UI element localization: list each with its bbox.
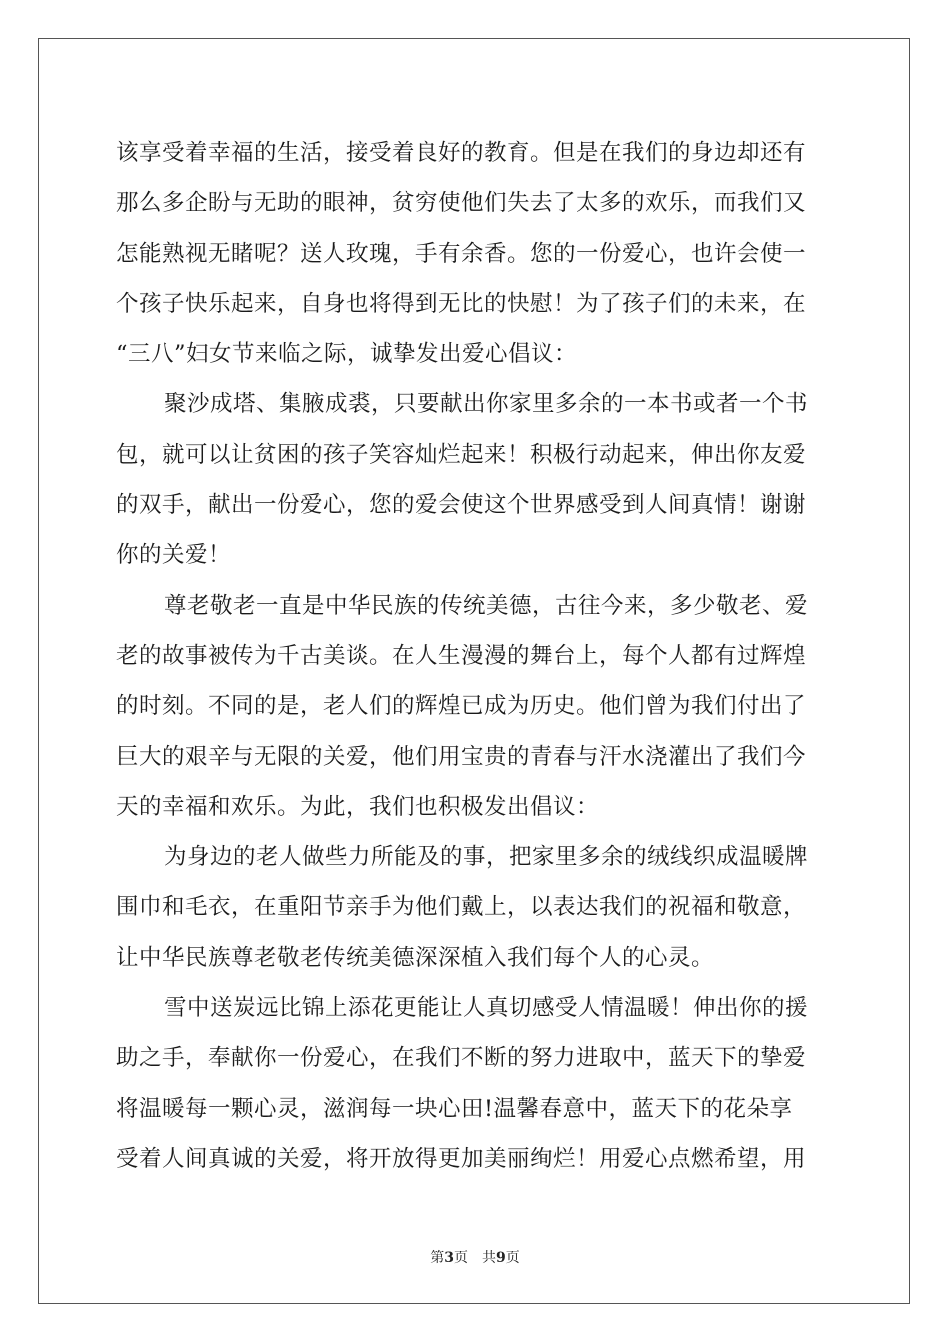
page-footer	[0, 1247, 950, 1267]
text-line: 巨大的艰辛与无限的关爱，他们用宝贵的青春与汗水浇灌出了我们今	[116, 743, 807, 770]
text-line: 让中华民族尊老敬老传统美德深深植入我们每个人的心灵。	[116, 944, 715, 971]
text-line: 你的关爱！	[116, 542, 232, 569]
text-line: 聚沙成塔、集腋成裘，只要献出你家里多余的一本书或者一个书	[164, 391, 809, 418]
text-line: 围巾和毛衣，在重阳节亲手为他们戴上，以表达我们的祝福和敬意，	[116, 894, 807, 921]
text-line: 为身边的老人做些力所能及的事，把家里多余的绒线织成温暖牌	[164, 844, 809, 871]
text-line: 天的幸福和欢乐。为此，我们也积极发出倡议：	[116, 793, 600, 820]
text-line: 受着人间真诚的关爱，将开放得更加美丽绚烂！用爱心点燃希望，用	[116, 1145, 807, 1172]
text-line: 的双手，献出一份爱心，您的爱会使这个世界感受到人间真情！谢谢	[116, 492, 807, 519]
page-prefix: 第	[430, 1250, 445, 1266]
total-page-number: 9	[496, 1250, 506, 1266]
text-line: 尊老敬老一直是中华民族的传统美德，古往今来，多少敬老、爱	[164, 592, 809, 619]
page-suffix: 页	[454, 1250, 468, 1266]
text-line: 雪中送炭远比锦上添花更能让人真切感受人情温暖！伸出你的援	[164, 995, 809, 1022]
text-line: 该享受着幸福的生活，接受着良好的教育。但是在我们的身边却还有	[116, 140, 807, 166]
current-page-number: 3	[444, 1250, 454, 1266]
text-line: 个孩子快乐起来，自身也将得到无比的快慰！为了孩子们的未来，在	[116, 290, 807, 317]
text-line: 老的故事被传为千古美谈。在人生漫漫的舞台上，每个人都有过辉煌	[116, 642, 807, 669]
text-line: 的时刻。不同的是，老人们的辉煌已成为历史。他们曾为我们付出了	[116, 693, 807, 720]
total-prefix: 共	[482, 1250, 496, 1266]
text-line: 包，就可以让贫困的孩子笑容灿烂起来！积极行动起来，伸出你友爱	[116, 441, 807, 468]
text-line: 那么多企盼与无助的眼神，贫穷使他们失去了太多的欢乐，而我们又	[116, 190, 807, 217]
text-line: 将温暖每一颗心灵，滋润每一块心田!温馨春意中，蓝天下的花朵享	[116, 1095, 793, 1122]
text-line: 怎能熟视无睹呢？送人玫瑰，手有余香。您的一份爱心，也许会使一	[116, 240, 807, 267]
document-body	[116, 128, 836, 1184]
total-suffix: 页	[505, 1250, 520, 1266]
text-line: “三八”妇女节来临之际，诚挚发出爱心倡议：	[116, 341, 578, 368]
text-line: 助之手，奉献你一份爱心，在我们不断的努力进取中，蓝天下的挚爱	[116, 1045, 807, 1072]
